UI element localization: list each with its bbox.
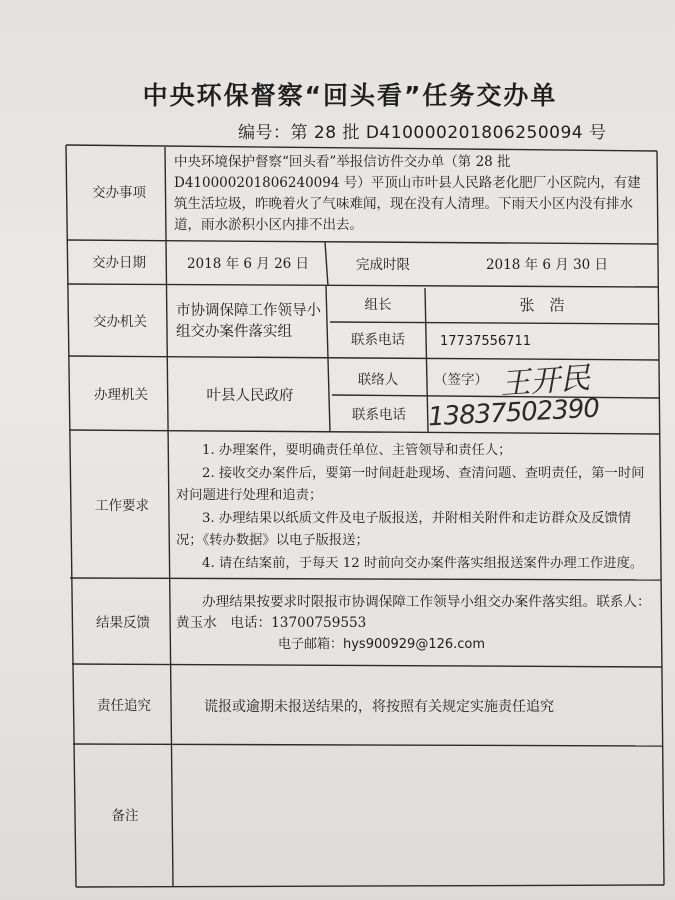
liaison-label: 联络人 [357, 371, 399, 388]
requirement-item: 4. 请在结案前，于每天 12 时前向交办案件落实组报送案件办理工作进度。 [202, 555, 644, 571]
assign-org-value: 市协调保障工作领导小组交办案件落实组 [176, 303, 321, 340]
feedback-content: 办理结果按要求时限报市协调保障工作领导小组交办案件落实组。联系人：黄玉水 电话：13700759553 电子邮箱：hys900929@126.com [176, 594, 651, 652]
assign-item-content: 中央环境保护督察“回头看”举报信访件交办单（第 28 批 D410000201806240094 号）平顶山市叶县人民路老化肥厂小区院内，有建筑生活垃圾，昨晚着火了气味难闻，现在没有人清理。下雨天小区内没有排水道，雨水淤积小区内排不出去。 [174, 154, 641, 233]
accountability-value: 谎报或逾期未报送结果的，将按照有关规定实施责任追究 [204, 698, 554, 715]
handle-org-value: 叶县人民政府 [206, 387, 294, 404]
handle-org-label: 办理机关 [94, 386, 148, 403]
assign-phone-label: 联系电话 [351, 332, 405, 348]
document-number: 编号：第 28 批 D410000201806250094 号 [238, 123, 607, 143]
leader-value: 张 浩 [519, 296, 565, 314]
assign-date-value: 2018 年 6 月 26 日 [186, 255, 310, 272]
feedback-label: 结果反馈 [96, 614, 150, 631]
assign-org-label: 交办机关 [93, 313, 147, 330]
deadline-value: 2018 年 6 月 30 日 [485, 256, 609, 273]
liaison-signature: 王开民 [499, 360, 592, 403]
assign-phone-value: 17737556711 [440, 334, 531, 349]
assign-date-label: 交办日期 [92, 255, 146, 271]
requirement-item: 1. 办理案件，要明确责任单位、主管领导和责任人； [202, 443, 512, 458]
requirement-item: 3. 办理结果以纸质文件及电子版报送，并附相关附件和走访群众及反馈情况；《转办数据》以电子版报送； [176, 510, 632, 548]
handle-phone-label: 联系电话 [352, 406, 406, 423]
requirements-label: 工作要求 [95, 497, 149, 514]
leader-label: 组长 [364, 297, 392, 313]
accountability-label: 责任追究 [97, 697, 151, 714]
remarks-label: 备注 [111, 807, 139, 824]
requirement-item: 2. 接收交办案件后，要第一时间赶赴现场、查清问题、查明责任，第一时间对问题进行处理和追责； [176, 465, 645, 503]
liaison-sign-hint: （签字） [434, 371, 488, 388]
deadline-label: 完成时限 [356, 256, 410, 273]
remarks-value [178, 748, 658, 884]
requirements-list [176, 440, 656, 576]
handle-phone-value: 13837502390 [427, 393, 600, 433]
page-title: 中央环保督察“回头看”任务交办单 [142, 81, 558, 110]
assign-item-label: 交办事项 [92, 185, 146, 201]
